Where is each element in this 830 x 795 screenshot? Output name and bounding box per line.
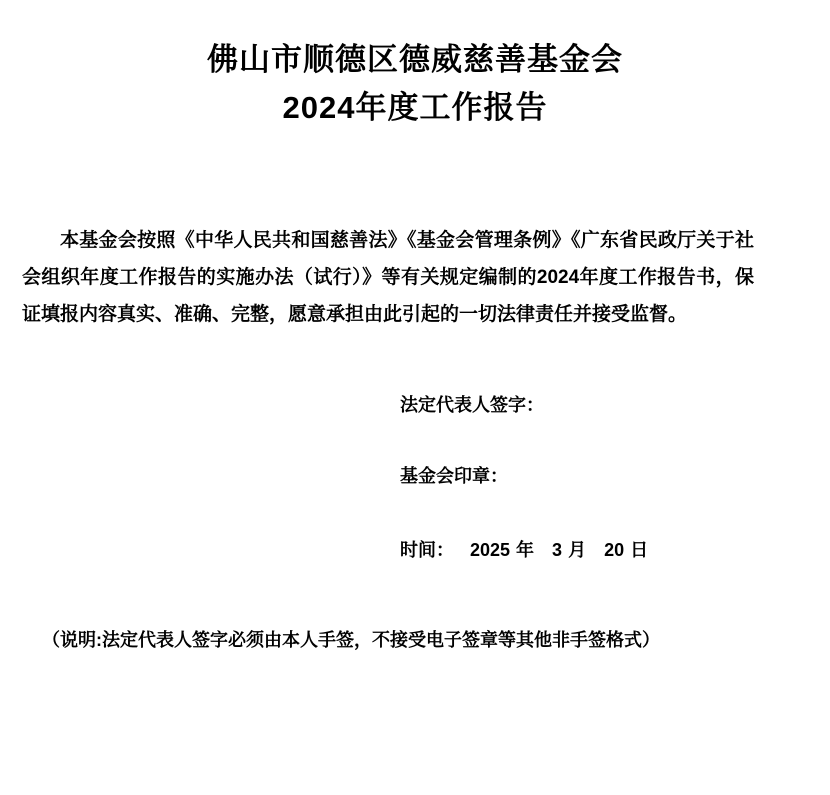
date-day-value: 20: [604, 539, 625, 560]
date-month-value: 3: [552, 539, 563, 560]
signature-block: [0, 393, 830, 561]
date-month-unit: 月: [568, 539, 587, 560]
date-label: 时间：: [400, 539, 454, 560]
title-line-2: 2024年度工作报告: [282, 90, 548, 126]
signature-date-row: [400, 536, 830, 562]
date-year-unit: 年: [516, 539, 535, 560]
note-block: [0, 626, 830, 652]
legal-rep-signature-label: 法定代表人签字：: [400, 395, 544, 416]
signature-note: （说明:法定代表人签字必须由本人手签，不接受电子签章等其他非手签格式）: [42, 629, 660, 650]
date-year-value: 2025: [470, 539, 511, 560]
foundation-seal-label: 基金会印章：: [400, 466, 508, 487]
document-title: [0, 36, 830, 132]
date-day-unit: 日: [630, 539, 649, 560]
document-page: [0, 36, 830, 795]
document-body: [0, 222, 830, 333]
body-paragraph: 本基金会按照《中华人民共和国慈善法》《基金会管理条例》《广东省民政厅关于社会组织年度工作报告的实施办法（试行）》等有关规定编制的2024年度工作报告书，保证填报内容真实、准确、完整，愿意承担由此引起的一切法律责任并接受监督。: [22, 230, 754, 326]
title-line-1: 佛山市顺德区德威慈善基金会: [207, 42, 623, 77]
